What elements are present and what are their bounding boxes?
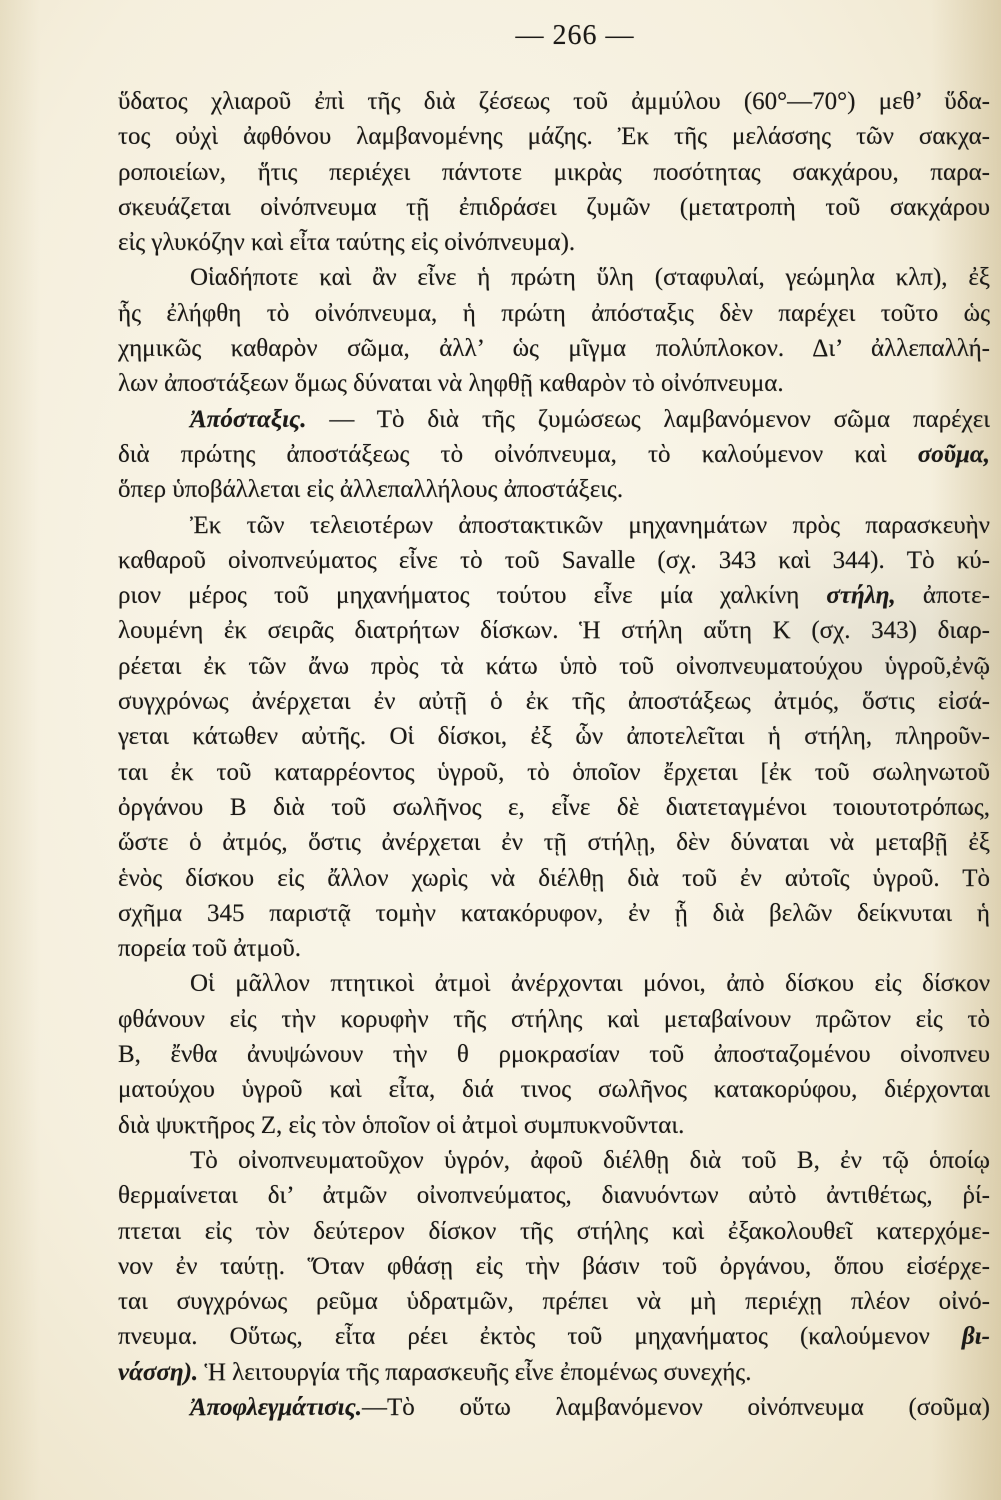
text-line: φθάνουν εἰς τὴν κορυφὴν τῆς στήλης καὶ μεταβαίνουν πρῶτον εἰς τὸ [118,1005,990,1033]
text-line: Οἱ μᾶλλον πτητικοὶ ἀτμοὶ ἀνέρχονται μόνοι, ἀπὸ δίσκου εἰς δίσκον [190,970,990,998]
text-line: διὰ ψυκτῆρος Ζ, εἰς τὸν ὁποῖον οἱ ἀτμοὶ συμπυκνοῦνται. [118,1111,685,1139]
text-line: ὥστε ὁ ἀτμός, ὅστις ἀνέρχεται ἐν τῇ στήλῃ, δὲν δύναται νὰ μεταβῇ ἐξ [118,829,990,857]
line-text: Ἡ λειτουργία τῆς παρασκευῆς εἶνε ἐπομένως συνεχής. [198,1358,752,1386]
text-line: Β, ἔνθα ἀνυψώνουν τὴν θ ρμοκρασίαν τοῦ ἀποσταζομένου οἰνοπνευ [118,1041,990,1069]
text-line [118,402,990,437]
text-line: ὕδατος χλιαροῦ ἐπὶ τῆς διὰ ζέσεως τοῦ ἀμμύλου (60°—70°) μεθ’ ὕδα- [118,88,990,115]
text-line: ἑνὸς δίσκου εἰς ἄλλον χωρὶς νὰ διέλθῃ διὰ τοῦ ἐν αὐτοῖς ὑγροῦ. Τὸ [118,864,990,892]
text-line: Τὸ οἰνοπνευματοῦχον ὑγρόν, ἀφοῦ διέλθῃ διὰ τοῦ Β, ἐν τῷ ὁποίῳ [190,1146,990,1174]
text-line: Ἐκ τῶν τελειοτέρων ἀποστακτικῶν μηχανημάτων πρὸς παρασκευὴν [190,511,990,539]
text-line: θερμαίνεται δι’ ἀτμῶν οἰνοπνεύματος, διανυόντων αὐτὸ ἀντιθέτως, ῥί- [118,1182,990,1210]
text-line [118,437,990,472]
emphasized-term: νάσση). [118,1358,199,1386]
text-line: σχῆμα 345 παριστᾷ τομὴν κατακόρυφον, ἐν ᾗ διὰ βελῶν δείκνυται ἡ [118,899,990,927]
text-line: ἧς ἐλήφθη τὸ οἰνόπνευμα, ἡ πρώτη ἀπόσταξις δὲν παρέχει τοῦτο ὡς [118,299,990,327]
page-number: — 266 — [515,20,635,51]
text-line: γεται κάτωθεν αὐτῆς. Οἱ δίσκοι, ἐξ ὧν ἀποτελεῖται ἡ στήλη, πληροῦν- [118,723,990,751]
text-line: ρέεται ἐκ τῶν ἄνω πρὸς τὰ κάτω ὑπὸ τοῦ οἰνοπνευματούχου ὑγροῦ,ἐνῷ [118,652,990,680]
emphasized-term: σοῦμα, [917,440,990,468]
text-line: πτεται εἰς τὸν δεύτερον δίσκον τῆς στήλης καὶ ἐξακολουθεῖ κατερχόμε- [118,1217,990,1245]
line-text: — Τὸ διὰ τῆς ζυμώσεως λαμβανόμενον σῶμα παρέχει [306,405,990,433]
text-line: ματούχου ὑγροῦ καὶ εἶτα, διά τινος σωλῆνος κατακορύφου, διέρχονται [118,1076,990,1104]
line-text: πνευμα. Οὕτως, εἶτα ρέει ἐκτὸς τοῦ μηχανήματος (καλούμενον [118,1323,962,1351]
text-line: καθαροῦ οἰνοπνεύματος εἶνε τὸ τοῦ Savalle (σχ. 343 καὶ 344). Τὸ κύ- [118,546,990,574]
text-line: τος οὐχὶ ἀφθόνου λαμβανομένης μάζης. Ἐκ τῆς μελάσσης τῶν σακχα- [118,123,990,151]
text-line: συγχρόνως ἀνέρχεται ἐν αὐτῇ ὁ ἐκ τῆς ἀποστάξεως ἀτμός, ὅστις εἰσά- [118,688,990,716]
emphasized-term: βι- [961,1323,990,1351]
section-heading-apoflegmatisis: Ἀποφλεγμάτισις. [190,1393,362,1421]
text-line: χημικῶς καθαρὸν σῶμα, ἀλλ’ ὡς μῖγμα πολύπλοκον. Δι’ ἀλλεπαλλή- [118,335,990,363]
text-line: νον ἐν ταύτῃ. Ὅταν φθάσῃ εἰς τὴν βάσιν τοῦ ὀργάνου, ὅπου εἰσέρχε- [118,1252,990,1280]
body-text [118,84,990,1425]
text-line: λουμένη ἐκ σειρᾶς διατρήτων δίσκων. Ἡ στήλη αὕτη Κ (σχ. 343) διαρ- [118,617,990,645]
text-line: ται ἐκ τοῦ καταρρέοντος ὑγροῦ, τὸ ὁποῖον ἔρχεται [ἐκ τοῦ σωληνωτοῦ [118,758,990,786]
text-line: λων ἀποστάξεων ὅμως δύναται νὰ ληφθῇ καθαρὸν τὸ οἰνόπνευμα. [118,370,784,398]
line-text: διὰ πρώτης ἀποστάξεως τὸ οἰνόπνευμα, τὸ καλούμενον καὶ [118,440,918,468]
text-line: ροποιείων, ἥτις περιέχει πάντοτε μικρὰς ποσότητας σακχάρου, παρα- [118,158,990,186]
text-line: ὀργάνου Β διὰ τοῦ σωλῆνος ε, εἶνε δὲ διατεταγμένοι τοιουτοτρόπως, [118,793,990,821]
text-line: σκευάζεται οἰνόπνευμα τῇ ἐπιδράσει ζυμῶν (μετατροπὴ τοῦ σακχάρου [118,193,990,221]
line-text: ριον μέρος τοῦ μηχανήματος τούτου εἶνε μία χαλκίνη [118,582,827,610]
text-line [118,1319,990,1354]
line-text: ἀποτε- [895,582,990,610]
text-line [118,1355,990,1390]
section-heading-apostaxis: Ἀπόσταξις. [190,405,307,433]
emphasized-term: στήλη, [826,582,896,610]
text-line: εἰς γλυκόζην καὶ εἶτα ταύτης εἰς οἰνόπνευμα). [118,229,576,257]
line-text: —Τὸ οὕτω λαμβανόμενον οἰνόπνευμα (σοῦμα) [362,1393,990,1421]
text-line: Οἱαδήποτε καὶ ἂν εἶνε ἡ πρώτη ὕλη (σταφυλαί, γεώμηλα κλπ), ἐξ [190,264,990,292]
text-line [118,578,990,613]
text-line: ὅπερ ὑποβάλλεται εἰς ἀλλεπαλλήλους ἀποστάξεις. [118,476,624,504]
text-line: πορεία τοῦ ἀτμοῦ. [118,935,302,963]
text-line: ται συγχρόνως ρεῦμα ὑδρατμῶν, πρέπει νὰ μὴ περιέχῃ πλέον οἰνό- [118,1288,990,1316]
text-line [118,1390,990,1425]
